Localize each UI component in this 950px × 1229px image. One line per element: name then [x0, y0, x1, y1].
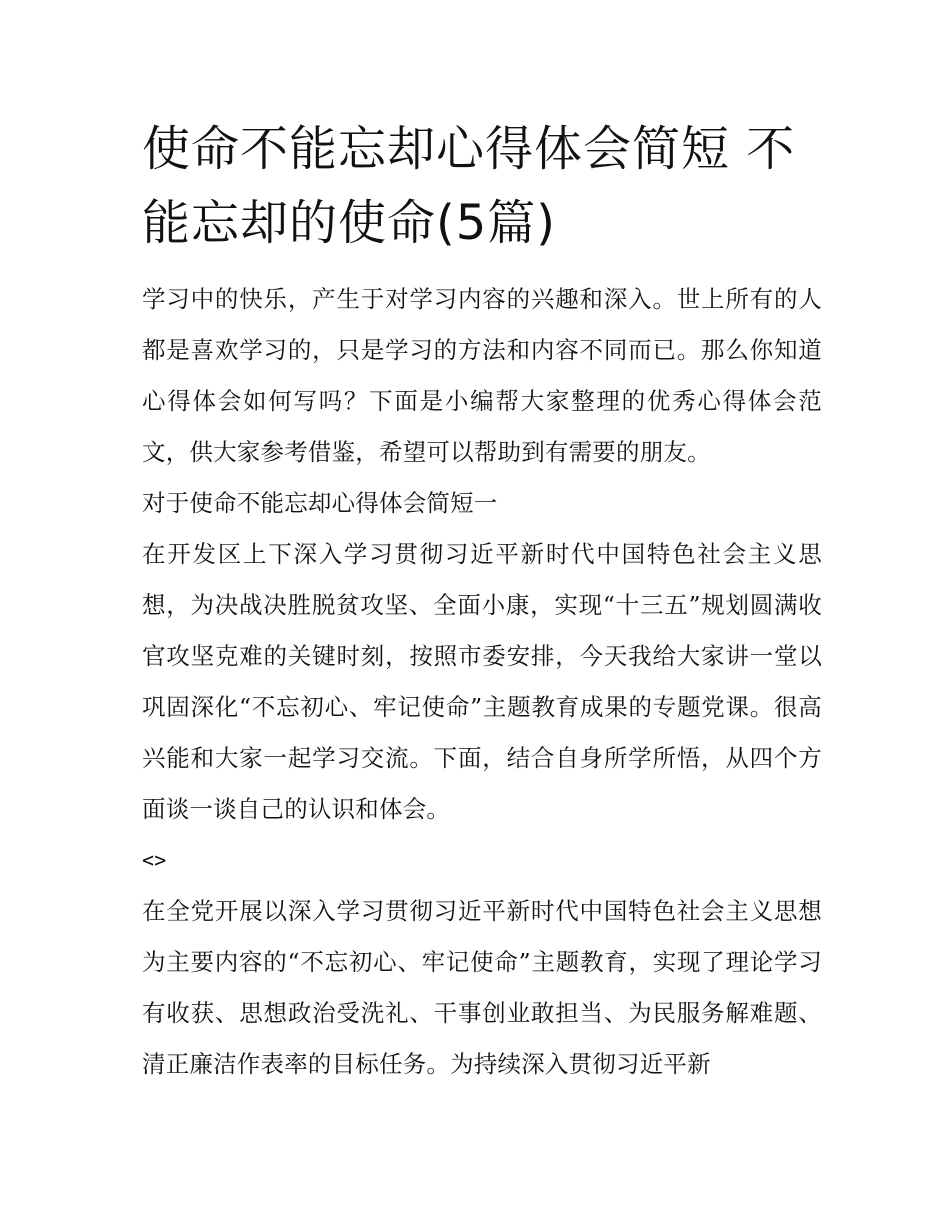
section-heading: 对于使命不能忘却心得体会简短一 — [142, 489, 498, 517]
document-title: 使命不能忘却心得体会简短 不能忘却的使命(5篇) — [142, 121, 796, 251]
document-body — [142, 274, 822, 1090]
intro-paragraph: 学习中的快乐，产生于对学习内容的兴趣和深入。世上所有的人都是喜欢学习的，只是学习的方法和内容不同而已。那么你知道心得体会如何写吗？下面是小编帮大家整理的优秀心得体会范文，供大家参考借鉴，希望可以帮助到有需要的朋友。 — [142, 285, 822, 466]
placeholder-marker: <> — [142, 848, 167, 872]
body-paragraph-1: 在开发区上下深入学习贯彻习近平新时代中国特色社会主义思想，为决战决胜脱贫攻坚、全面小康，实现“十三五”规划圆满收官攻坚克难的关键时刻，按照市委安排，今天我给大家讲一堂以巩固深化“不忘初心、牢记使命”主题教育成果的专题党课。很高兴能和大家一起学习交流。下面，结合自身所学所悟，从四个方面谈一谈自己的认识和体会。 — [142, 540, 822, 823]
body-paragraph-2: 在全党开展以深入学习贯彻习近平新时代中国特色社会主义思想为主要内容的“不忘初心、牢记使命”主题教育，实现了理论学习有收获、思想政治受洗礼、干事创业敢担当、为民服务解难题、清正廉洁作表率的目标任务。为持续深入贯彻习近平新 — [142, 897, 822, 1078]
document-content — [142, 112, 822, 1090]
